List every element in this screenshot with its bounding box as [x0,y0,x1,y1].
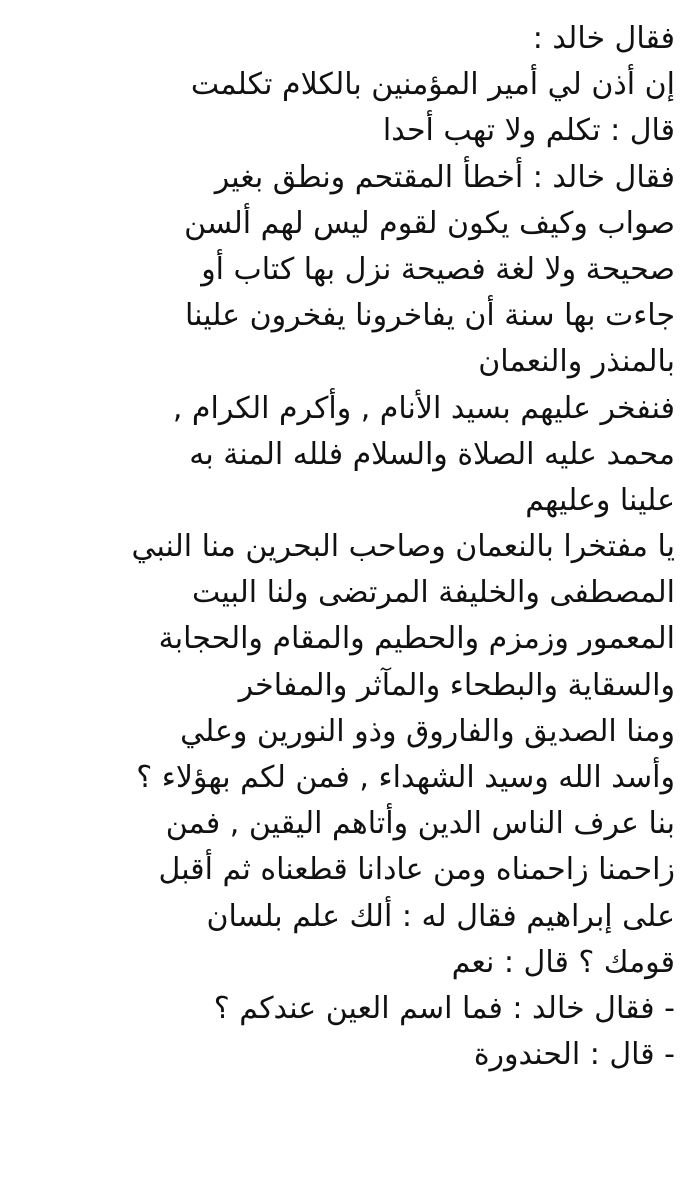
text-line: بنا عرف الناس الدين وأتاهم اليقين , فمن [165,806,675,842]
text-line: - قال : الحندورة [473,1037,675,1073]
text-line: على إبراهيم فقال له : ألك علم بلسان [206,898,675,934]
text-line: المعمور وزمزم والحطيم والمقام والحجابة [158,621,675,657]
text-line: قال : تكلم ولا تهب أحدا [382,113,675,149]
text-line: المصطفى والخليفة المرتضى ولنا البيت [192,575,675,611]
text-line: جاءت بها سنة أن يفاخرونا يفخرون علينا [185,298,675,334]
text-line: يا مفتخرا بالنعمان وصاحب البحرين منا النبي [131,529,675,565]
text-body [0,16,687,1078]
text-line: علينا وعليهم [525,482,675,518]
text-line: فنفخر عليهم بسيد الأنام , وأكرم الكرام , [172,390,675,426]
text-line: صواب وكيف يكون لقوم ليس لهم ألسن [184,205,675,241]
text-line: فقال خالد : أخطأ المقتحم ونطق بغير [214,159,675,195]
text-line: والسقاية والبطحاء والمآثر والمفاخر [238,667,675,703]
text-line: إن أذن لي أمير المؤمنين بالكلام تكلمت [190,67,675,103]
text-line: فقال خالد : [532,21,675,56]
text-line: ومنا الصديق والفاروق وذو النورين وعلي [180,713,675,749]
text-line: زاحمنا زاحمناه ومن عادانا قطعناه ثم أقبل [158,852,675,888]
text-line: وأسد الله وسيد الشهداء , فمن لكم بهؤلاء ؟ [136,760,675,795]
text-line: - فقال خالد : فما اسم العين عندكم ؟ [213,990,675,1026]
text-line: صحيحة ولا لغة فصيحة نزل بها كتاب أو [201,251,675,287]
text-line: قومك ؟ قال : نعم [451,944,675,980]
text-line: محمد عليه الصلاة والسلام فلله المنة به [189,436,675,472]
text-line: بالمنذر والنعمان [478,344,675,380]
